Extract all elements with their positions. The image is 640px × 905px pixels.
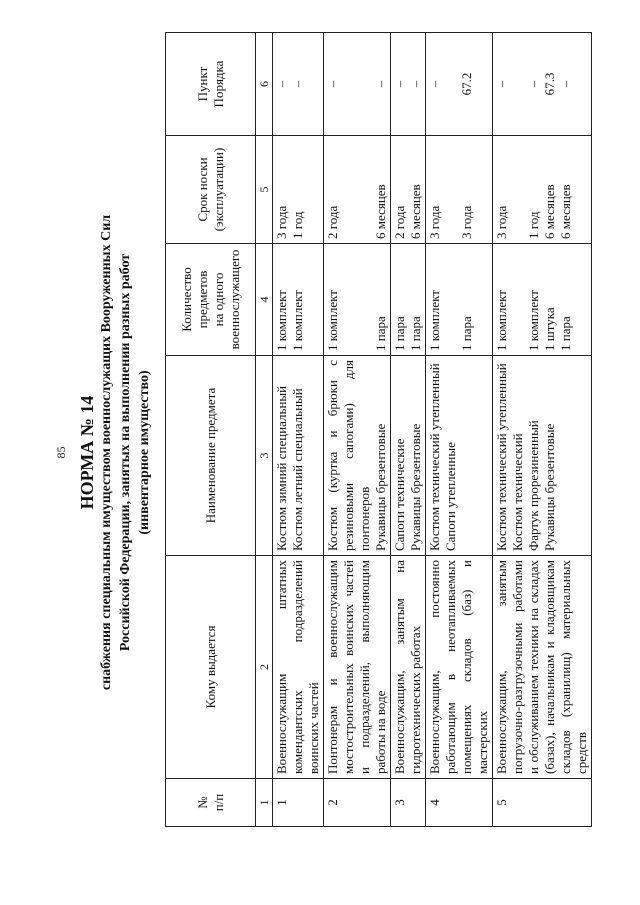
table-row	[324, 33, 391, 827]
qty-line: 1 комплект	[427, 290, 442, 351]
point-line: –	[526, 80, 541, 88]
point-line: –	[427, 80, 442, 88]
header-term: Срок носки (эксплуатации)	[166, 136, 256, 244]
table-row	[391, 33, 426, 827]
term-line: 1 год	[290, 211, 305, 239]
point-line: –	[392, 80, 407, 88]
term-line: 6 месяцев	[542, 184, 557, 239]
table-row	[493, 33, 592, 827]
page-number: 85	[54, 446, 68, 459]
term-line: 6 месяцев	[408, 184, 423, 239]
item-line: Костюм технический утепленный	[427, 363, 442, 551]
item-line: Костюм летний специальный	[290, 388, 305, 551]
norm-title: НОРМА № 14	[77, 395, 97, 510]
item-cell	[391, 356, 426, 556]
item-line: Рукавицы брезентовые	[542, 423, 557, 551]
qty-line: 1 комплект	[494, 290, 509, 351]
row-number: 2	[324, 779, 391, 827]
point-cell	[324, 33, 391, 136]
qty-line: 1 комплект	[526, 290, 541, 351]
header-point: Пункт Порядка	[166, 33, 256, 136]
col-number: 1	[256, 779, 273, 827]
recipient-cell: Понтонерам и военнослужащим мостостроительных воинских частей и подразделений, выполняющим работы на воде	[324, 556, 391, 779]
item-cell	[324, 356, 391, 556]
row-number: 5	[493, 779, 592, 827]
point-line: –	[290, 80, 305, 88]
recipient-cell: Военнослужащим штатных комендантских подразделений воинских частей	[273, 556, 324, 779]
heading-line-1: снабжения специальным имуществом военнослужащих Вооруженных Сил	[99, 214, 114, 691]
col-number: 4	[256, 244, 273, 356]
row-number: 4	[426, 779, 493, 827]
recipient-cell: Военнослужащим, занятым на гидротехнических работах	[391, 556, 426, 779]
term-line: 3 года	[427, 205, 442, 239]
col-number: 5	[256, 136, 273, 244]
qty-line: 1 пара	[558, 316, 573, 351]
table-row	[273, 33, 324, 827]
point-cell	[273, 33, 324, 136]
qty-cell	[324, 244, 391, 356]
qty-cell	[391, 244, 426, 356]
qty-line: 1 пара	[392, 316, 407, 351]
item-line: Костюм технический утепленный	[494, 363, 509, 551]
item-line: Рукавицы брезентовые	[408, 423, 423, 551]
point-line: –	[558, 80, 573, 88]
point-cell	[426, 33, 493, 136]
term-cell	[391, 136, 426, 244]
document-heading	[78, 80, 154, 825]
term-line: 3 года	[459, 205, 474, 239]
point-line: 67.3	[542, 72, 557, 96]
recipient-cell: Военнослужащим, постоянно работающим в неотапливаемых помещениях складов (баз) и мастерских	[426, 556, 493, 779]
col-number: 3	[256, 356, 273, 556]
term-cell	[493, 136, 592, 244]
point-line: –	[494, 80, 509, 88]
col-number: 6	[256, 33, 273, 136]
qty-line: 1 пара	[459, 316, 474, 351]
term-line: 2 года	[392, 205, 407, 239]
heading-line-2: Российской Федерации, занятых на выполнении разных работ	[118, 253, 133, 652]
item-line: Костюм технический	[510, 433, 525, 551]
term-line: 3 года	[494, 205, 509, 239]
qty-cell	[426, 244, 493, 356]
item-cell	[493, 356, 592, 556]
item-line: Костюм зимний специальный	[274, 385, 289, 551]
header-num: № п/п	[166, 779, 256, 827]
item-line: Сапоги технические	[392, 438, 407, 551]
term-line: 2 года	[325, 205, 340, 239]
qty-line: 1 комплект	[290, 290, 305, 351]
item-line: Сапоги утепленные	[443, 442, 458, 551]
recipient-cell: Военнослужащим, занятым погрузочно-разгрузочными работами и обслуживанием техники на складах (базах), начальникам и кладовщикам складов (хранилищ) материальных средств	[493, 556, 592, 779]
point-line: –	[274, 80, 289, 88]
table-row	[426, 33, 493, 827]
term-cell	[273, 136, 324, 244]
header-qty: Количество предметов на одного военнослужащего	[166, 244, 256, 356]
term-line: 6 месяцев	[558, 184, 573, 239]
qty-line: 1 пара	[408, 316, 423, 351]
point-line: –	[408, 80, 423, 88]
qty-line: 1 пара	[373, 316, 388, 351]
point-line: –	[325, 80, 340, 88]
term-line: 1 год	[526, 211, 541, 239]
term-line: 6 месяцев	[373, 184, 388, 239]
col-number: 2	[256, 556, 273, 779]
qty-line: 1 штука	[542, 307, 557, 351]
row-number: 1	[273, 779, 324, 827]
point-cell	[493, 33, 592, 136]
qty-line: 1 комплект	[325, 290, 340, 351]
item-line: Рукавицы брезентовые	[373, 423, 388, 551]
item-line: Фартук прорезиненный	[526, 420, 541, 551]
qty-line: 1 комплект	[274, 290, 289, 351]
header-item: Наименование предмета	[166, 356, 256, 556]
qty-cell	[493, 244, 592, 356]
point-line: 67.2	[459, 72, 474, 96]
item-cell	[273, 356, 324, 556]
point-line: –	[373, 80, 388, 88]
term-line: 3 года	[274, 205, 289, 239]
item-line: Костюм (куртка и брюки с резиновыми сапогами) для понтонеров	[325, 360, 372, 551]
norm-table	[165, 32, 592, 827]
point-cell	[391, 33, 426, 136]
term-cell	[324, 136, 391, 244]
row-number: 3	[391, 779, 426, 827]
header-who: Кому выдается	[166, 556, 256, 779]
term-cell	[426, 136, 493, 244]
heading-line-3: (инвентарное имущество)	[137, 370, 152, 535]
qty-cell	[273, 244, 324, 356]
item-cell	[426, 356, 493, 556]
column-number-row	[256, 33, 273, 827]
header-row	[166, 33, 256, 827]
